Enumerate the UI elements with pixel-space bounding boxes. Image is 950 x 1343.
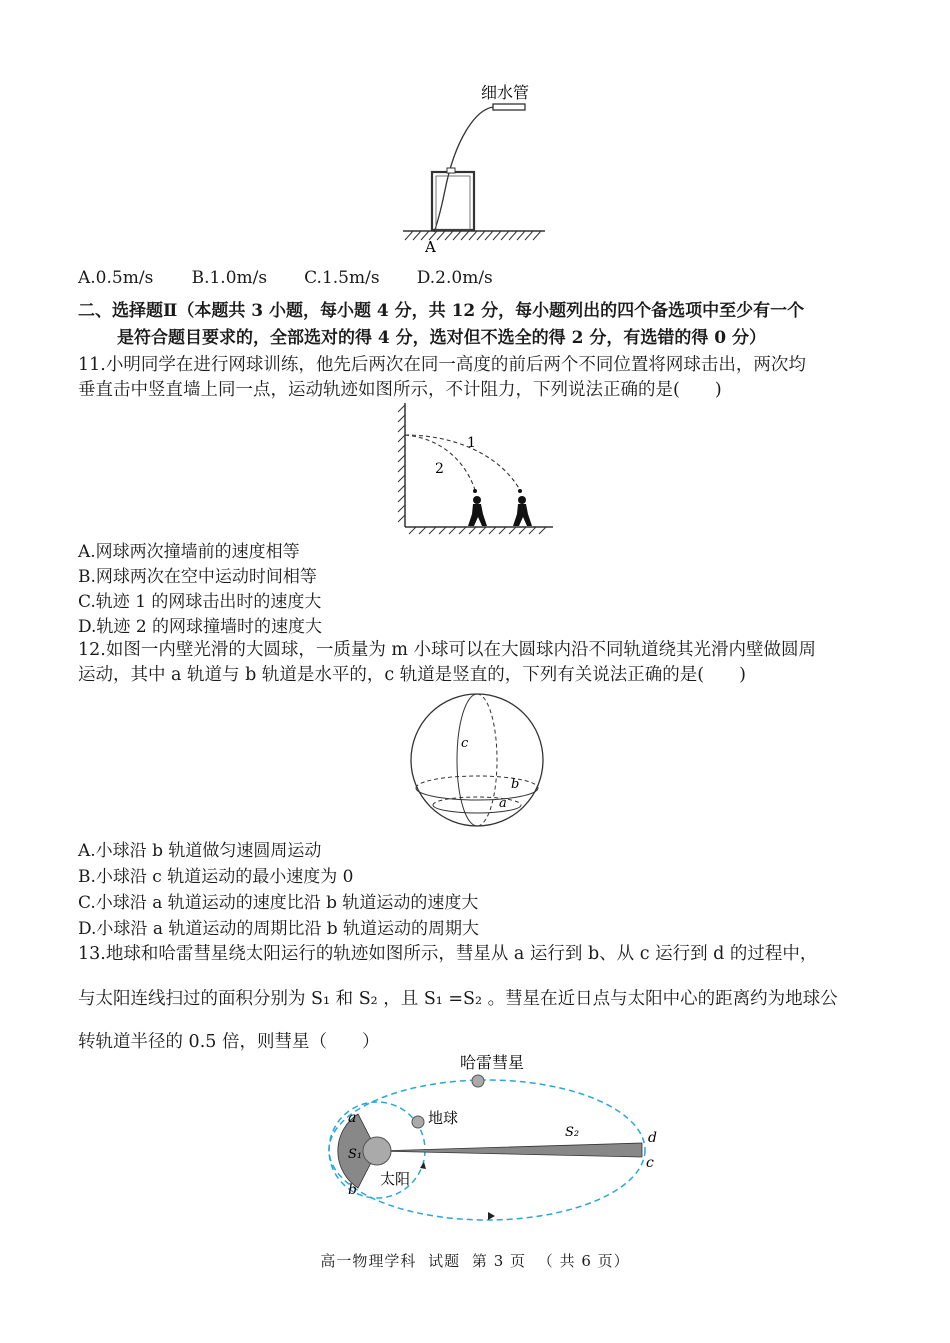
- container-cap: [447, 168, 455, 173]
- q11-option-b: B.网球两次在空中运动时间相等: [78, 567, 317, 587]
- player-1-icon: [513, 496, 532, 526]
- q10-options: [78, 268, 493, 288]
- orbit-b-label: b: [511, 777, 520, 792]
- q13-line2: 与太阳连线扫过的面积分别为 S₁ 和 S₂ ，且 S₁ =S₂ 。彗星在近日点与太阳中心的距离约为地球公: [78, 989, 838, 1009]
- trajectory-2-label: 2: [435, 461, 444, 477]
- s2-label: S₂: [565, 1125, 580, 1140]
- q10-option-a: A.0.5m/s: [78, 268, 154, 288]
- orbit-b-back: [416, 776, 538, 788]
- page-footer: [0, 1250, 950, 1271]
- section2-heading-line1: 二、选择题Ⅱ（本题共 3 小题，每小题 4 分，共 12 分，每小题列出的四个备选项中至少有一个: [78, 301, 805, 321]
- q11-line1: 11.小明同学在进行网球训练，他先后两次在同一高度的前后两个不同位置将网球击出，两次均: [78, 355, 806, 375]
- container: [432, 172, 474, 230]
- nozzle: [493, 104, 525, 110]
- orbit-b-front: [416, 788, 538, 800]
- orbit-a-front: [433, 805, 521, 813]
- orbit-a-label: a: [499, 796, 507, 811]
- pipe-label: 细水管: [481, 83, 530, 102]
- ball-2: [473, 489, 477, 493]
- container-inner: [436, 176, 470, 230]
- footer-page: 第 3 页: [471, 1252, 527, 1270]
- orbit-figure: [320, 1048, 680, 1228]
- sphere-figure: [405, 692, 550, 832]
- earth-label: 地球: [428, 1109, 459, 1127]
- ball-1: [518, 489, 522, 493]
- q13-line1: 13.地球和哈雷彗星绕太阳运行的轨迹如图所示，彗星从 a 运行到 b、从 c 运行到 d 的过程中，: [78, 944, 818, 964]
- point-d-label: d: [648, 1130, 657, 1146]
- q10-option-d: D.2.0m/s: [416, 268, 493, 288]
- q12-option-d: D.小球沿 a 轨道运动的周期比沿 b 轨道运动的周期大: [78, 919, 480, 939]
- sun-icon: [363, 1137, 391, 1165]
- q10-option-c: C.1.5m/s: [304, 268, 380, 288]
- point-b-label: b: [348, 1182, 357, 1198]
- wall-hatch: [398, 405, 405, 522]
- comet-icon: [472, 1075, 484, 1087]
- q11-option-a: A.网球两次撞墙前的速度相等: [78, 542, 300, 562]
- q12-line2: 运动，其中 a 轨道与 b 轨道是水平的，c 轨道是竖直的，下列有关说法正确的是( ): [78, 665, 746, 685]
- trajectory-1: [405, 435, 520, 490]
- q11-option-d: D.轨迹 2 的网球撞墙时的速度大: [78, 617, 323, 637]
- q12-option-c: C.小球沿 a 轨道运动的速度比沿 b 轨道运动的速度大: [78, 893, 479, 913]
- tennis-figure: [395, 400, 560, 535]
- orbit-c-front: [457, 694, 477, 826]
- sphere-outline: [411, 694, 543, 826]
- q12-option-b: B.小球沿 c 轨道运动的最小速度为 0: [78, 867, 354, 887]
- pipe-curve: [434, 107, 493, 232]
- comet-label: 哈雷彗星: [460, 1053, 525, 1072]
- q11-line2: 垂直击中竖直墙上同一点，运动轨迹如图所示，不计阻力，下列说法正确的是( ): [78, 380, 722, 400]
- q12-option-a: A.小球沿 b 轨道做匀速圆周运动: [78, 841, 322, 861]
- comet-direction-arrow: [488, 1212, 495, 1220]
- sun-label: 太阳: [380, 1170, 411, 1188]
- earth-icon: [412, 1116, 424, 1128]
- s1-label: S₁: [348, 1147, 363, 1162]
- q13-line3: 转轨道半径的 0.5 倍，则彗星（ ）: [78, 1032, 380, 1052]
- pipe-figure: [395, 80, 555, 255]
- section2-heading-line2: 是符合题目要求的，全部选对的得 4 分，选对但不选全的得 2 分，有选错的得 0 分）: [117, 328, 766, 348]
- q12-line1: 12.如图一内壁光滑的大圆球，一质量为 m 小球可以在大圆球内沿不同轨道绕其光滑内壁做圆周: [78, 640, 817, 660]
- point-a-label: a: [348, 1110, 357, 1126]
- orbit-c-back: [477, 694, 497, 826]
- area-s2: [377, 1143, 642, 1157]
- footer-total: （ 共 6 页）: [537, 1252, 630, 1270]
- q10-option-b: B.1.0m/s: [191, 268, 268, 288]
- footer-subject: 高一物理学科: [320, 1252, 417, 1270]
- point-a-label: A: [425, 238, 436, 255]
- orbit-c-label: c: [461, 736, 469, 751]
- point-c-label: c: [646, 1155, 654, 1171]
- player-2-icon: [468, 496, 487, 526]
- trajectory-1-label: 1: [467, 435, 476, 451]
- footer-exam: 试题: [428, 1252, 461, 1270]
- q11-option-c: C.轨迹 1 的网球击出时的速度大: [78, 592, 322, 612]
- ground-hatch: [409, 527, 546, 534]
